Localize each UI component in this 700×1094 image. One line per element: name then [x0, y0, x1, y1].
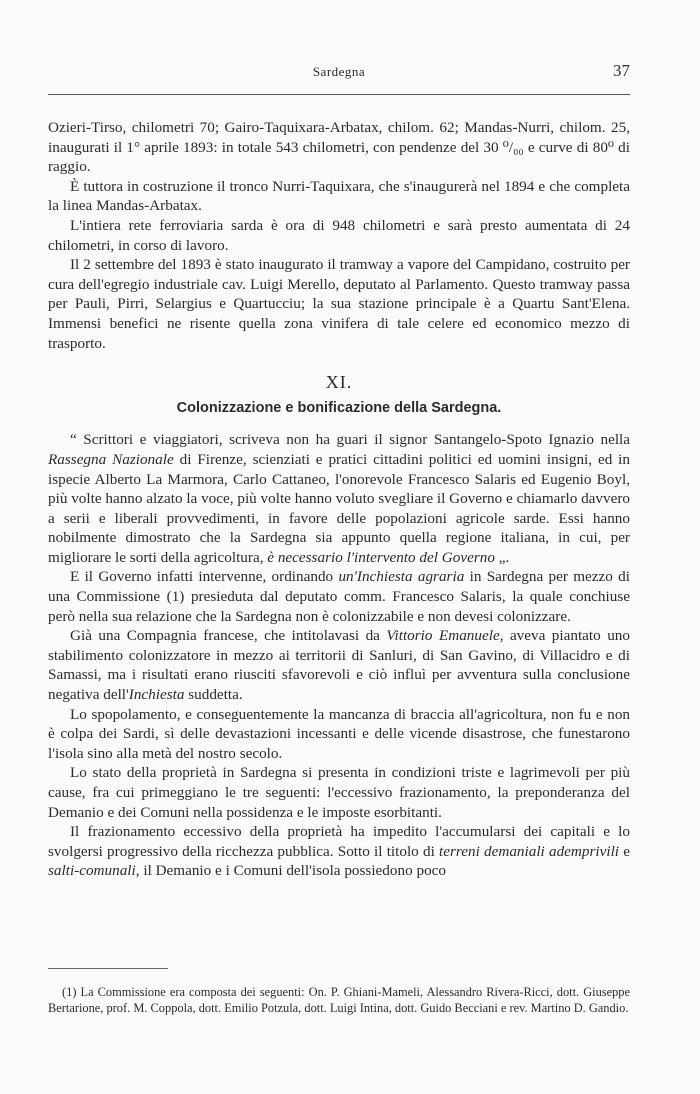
- text-run: “ Scrittori e viaggiatori, scriveva non ha guari il signor Santangelo-Spoto Ignazio nella: [70, 431, 630, 449]
- footnote: (1) La Commissione era composta dei seguenti: On. P. Ghiani-Mameli, Alessandro Rivera-Ricci, dott. Giuseppe Bertarione, prof. M. Coppola, dott. Emilio Potzula, dott. Luigi Intina, dott. Guido Becciani e rev. Martino D. Gandio.: [48, 985, 630, 1016]
- paragraph: Il 2 settembre del 1893 è stato inaugurato il tramway a vapore del Campidano, costruito per cura dell'egregio industriale cav. Luigi Merello, deputato al Parlamento. Questo tramway passa per Pauli, Pirri, Selargius e Quartucciu; la sua stazione principale è a Quartu Sant'Elena. Immensi benefici ne risente quella zona vinifera di tale celere ed economico mezzo di trasporto.: [48, 256, 630, 352]
- italic-run: salti-comunali: [48, 862, 136, 880]
- paragraph: [48, 430, 630, 567]
- section-title: Colonizzazione e bonificazione della Sardegna.: [176, 399, 502, 416]
- running-title: Sardegna: [312, 64, 366, 79]
- italic-run: Rassegna Nazionale: [48, 450, 174, 468]
- paragraph: È tuttora in costruzione il tronco Nurri-Taquixara, che s'inaugurerà nel 1894 e che completa la linea Mandas-Arbatax.: [48, 177, 630, 215]
- section-number: XI.: [325, 372, 353, 393]
- page-body: [48, 118, 630, 881]
- text-run: Il frazionamento eccessivo della proprietà ha impedito l'accumularsi dei capitali e lo svolgersi progressivo della ricchezza pubblica. Sotto il titolo di: [48, 823, 630, 860]
- text-run: E il Governo infatti intervenne, ordinando: [70, 568, 339, 586]
- italic-run: Vittorio Emanuele: [386, 627, 500, 645]
- text-run: in Sardegna per mezzo di una Commissione (1) presieduta dal deputato comm. Francesco Salaris, la quale conchiuse però nella sua relazione che la Sardegna non è colonizzabile e non devesi colonizzare.: [48, 568, 630, 625]
- text-run: , il Demanio e i Comuni dell'isola possiedono poco: [135, 862, 446, 880]
- paragraph: Ozieri-Tirso, chilometri 70; Gairo-Taquixara-Arbatax, chilom. 62; Mandas-Nurri, chilom. 25, inaugurati il 1° aprile 1893: in totale 543 chilometri, con pendenze del 30 ⁰/₀₀ e curve di 80⁰ di raggio.: [48, 119, 630, 176]
- header-rule: [48, 94, 630, 95]
- text-run: Già una Compagnia francese, che intitolavasi da: [70, 627, 387, 645]
- italic-run: è necessario l'intervento del Governo: [267, 548, 495, 566]
- paragraph: [48, 822, 630, 881]
- page-header: [48, 61, 630, 88]
- italic-run: terreni demaniali ademprivili: [439, 842, 620, 860]
- text-run: e: [619, 842, 630, 860]
- text-run: di Firenze, scienziati e pratici cittadini politici ed uomini insigni, ed in ispecie Alberto La Marmora, Carlo Cattaneo, l'onorevole Francesco Salaris ed Eugenio Boyl, più volte hanno alzato la voce, più volte hanno voluto svegliare il Governo e chiamarlo davvero a serii e liberali provvedimenti, in favore delle popolazioni agricole sarde. Essi hanno nobilmente dimostrato che la Sardegna sia appunto quella regione italiana, in cui, per migliorare le sorti della agricoltura,: [48, 450, 631, 566]
- paragraph: Lo spopolamento, e conseguentemente la mancanza di braccia all'agricoltura, non fu e non è colpa dei Sardi, sì delle devastazioni incessanti e delle vicende disastrose, che funestarono l'isola sino alla metà del nostro secolo.: [48, 705, 630, 762]
- paragraph: L'intiera rete ferroviaria sarda è ora di 948 chilometri e sarà presto aumentata di 24 chilometri, in corso di lavoro.: [48, 216, 630, 254]
- text-run: „.: [494, 548, 510, 566]
- footnote-rule: [48, 968, 168, 969]
- page-number: 37: [613, 61, 630, 80]
- italic-run: un'Inchiesta agraria: [338, 568, 465, 586]
- paragraph: [48, 626, 630, 704]
- italic-run: Inchiesta: [128, 686, 185, 704]
- text-run: suddetta.: [184, 686, 243, 704]
- paragraph: Lo stato della proprietà in Sardegna si presenta in condizioni triste e lagrimevoli per più cause, fra cui primeggiano le tre seguenti: l'eccessivo frazionamento, la preponderanza del Demanio e dei Comuni nella possidenza e le imposte esorbitanti.: [48, 764, 630, 821]
- paragraph: [48, 567, 630, 626]
- text-run: , aveva piantato uno stabilimento colonizzatore in mezzo ai territorii di Sanluri, di San Gavino, di Villacidro e di Samassi, ma i risultati erano riusciti sfavorevoli e ciò influì per avventura sulla conclusione negativa dell': [48, 627, 630, 704]
